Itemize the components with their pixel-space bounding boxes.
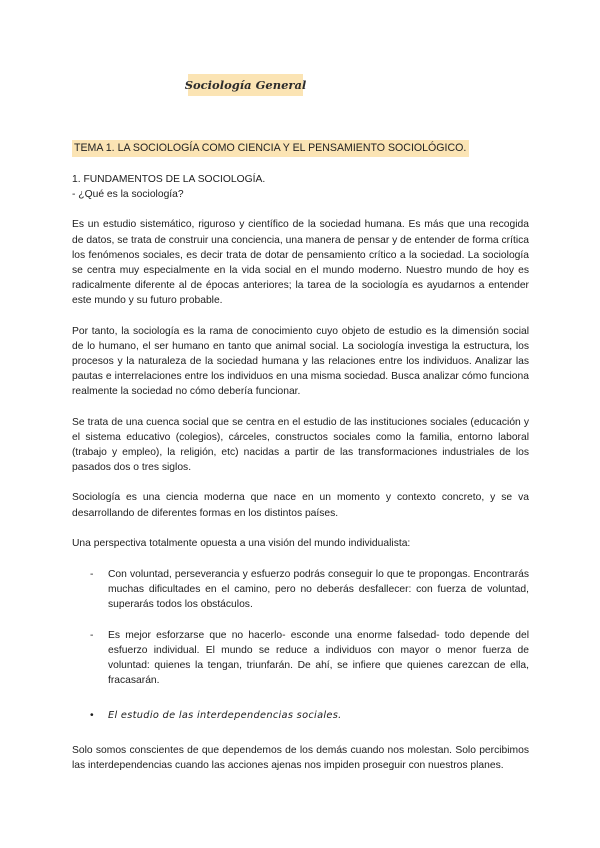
list-item xyxy=(72,567,529,613)
paragraph: Sociología es una ciencia moderna que nace en un momento y contexto concreto, y se va desarrollando de diferentes formas en los distintos países. xyxy=(72,492,529,519)
list-item xyxy=(72,708,529,723)
closing-paragraph: Solo somos conscientes de que dependemos de los demás cuando nos molestan. Solo percibimos las interdependencias cuando las acciones ajenas nos impiden proseguir con nuestros planes. xyxy=(72,744,529,771)
topic-title: TEMA 1. LA SOCIOLOGÍA COMO CIENCIA Y EL PENSAMIENTO SOCIOLÓGICO. xyxy=(72,140,469,157)
paragraph: Por tanto, la sociología es la rama de conocimiento cuyo objeto de estudio es la dimensión social de lo humano, el ser humano en tanto que animal social. La sociología investiga la estructura, los procesos y la naturaleza de la sociedad humana y las relaciones entre los individuos. Analizar las pautas e interrelaciones entre los individuos en una misma sociedad. Busca analizar cómo funciona realmente la sociedad no cómo debería funcionar. xyxy=(72,325,529,398)
bullet-list xyxy=(72,567,529,724)
document-body xyxy=(72,172,529,773)
dash-marker: - xyxy=(90,629,94,641)
paragraph: Es un estudio sistemático, riguroso y científico de la sociedad humana. Es más que una recogida de datos, se trata de construir una conciencia, una manera de pensar y de entender de forma crítica los fenómenos sociales, es decir trata de dotar de pensamiento crítico a la sociedad. La sociología se centra muy especialmente en la vida social en el mundo moderno. Nuestro mundo de hoy es radicalmente diferente al de épocas anteriores; la tarea de la sociología es ayudarnos a entender este mundo y su futuro probable. xyxy=(72,219,529,307)
list-item-text: Con voluntad, perseverancia y esfuerzo podrás conseguir lo que te propongas. Encontrarás muchas dificultades en el camino, pero no deberás desfallecer: con fuerza de voluntad, superarás todos los obstáculos. xyxy=(108,569,529,611)
paragraph: Se trata de una cuenca social que se centra en el estudio de las instituciones sociales (educación y el sistema educativo (colegios), cárceles, constructos sociales como la familia, entorno laboral (trabajo y empleo), la religión, etc) nacidas a partir de las transformaciones industriales de los pasados dos o tres siglos. xyxy=(72,416,529,474)
section-question: - ¿Qué es la sociología? xyxy=(72,189,184,201)
list-item xyxy=(72,628,529,689)
topic-title-block xyxy=(72,138,469,156)
list-item-text: El estudio de las interdependencias sociales. xyxy=(108,710,342,722)
bullet-marker: • xyxy=(90,710,94,722)
dash-marker: - xyxy=(90,569,94,581)
list-item-text: Es mejor esforzarse que no hacerlo- esconde una enorme falsedad- todo depende del esfuerzo individual. El mundo se reduce a individuos con mayor o menor fuerza de voluntad: quienes la tengan, triunfarán. De ahí, se infiere que quienes carezcan de ella, fracasarán. xyxy=(108,629,529,687)
paragraph: Una perspectiva totalmente opuesta a una visión del mundo individualista: xyxy=(72,537,411,549)
section-heading: 1. FUNDAMENTOS DE LA SOCIOLOGÍA. xyxy=(72,174,266,185)
document-header-title: Sociología General xyxy=(188,74,303,96)
